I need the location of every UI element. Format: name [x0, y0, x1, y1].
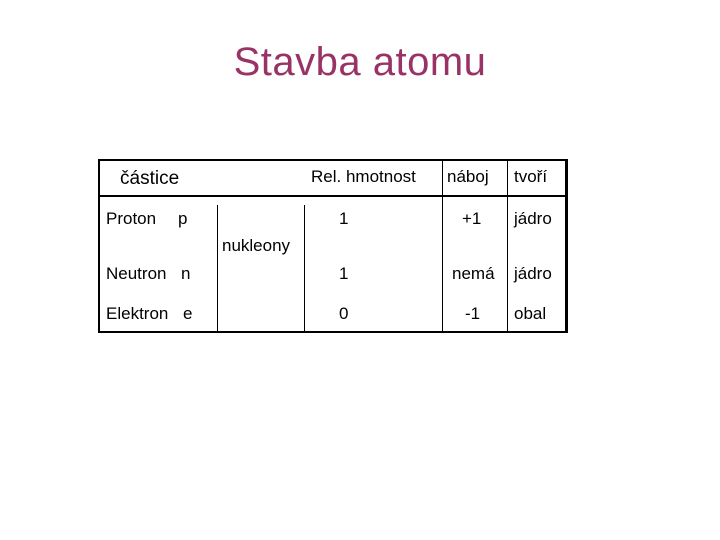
column-divider-mass: [304, 205, 305, 332]
column-divider-forms: [507, 161, 508, 332]
row-neutron-symbol: n: [181, 264, 191, 283]
row-proton-forms: jádro: [514, 209, 552, 228]
column-divider-charge: [442, 161, 443, 332]
row-neutron-charge: nemá: [452, 264, 495, 283]
header-forms: tvoří: [514, 167, 548, 186]
row-elektron-forms: obal: [514, 304, 547, 323]
row-proton-symbol: p: [178, 209, 188, 228]
row-elektron-name: Elektron: [106, 304, 169, 323]
row-neutron-name: Neutron: [106, 264, 167, 283]
header-charge: náboj: [447, 167, 489, 186]
row-elektron-charge: -1: [465, 304, 481, 323]
page-title: Stavba atomu: [233, 40, 487, 84]
group-label-nucleons: nukleony: [222, 236, 291, 255]
row-elektron-mass: 0: [339, 304, 349, 323]
row-proton-name: Proton: [106, 209, 157, 228]
header-mass: Rel. hmotnost: [311, 167, 416, 186]
header-divider: [98, 195, 568, 197]
row-proton-mass: 1: [339, 209, 349, 228]
header-particle: částice: [120, 168, 180, 189]
row-neutron-forms: jádro: [514, 264, 552, 283]
row-neutron-mass: 1: [339, 264, 349, 283]
row-elektron-symbol: e: [183, 304, 193, 323]
row-proton-charge: +1: [462, 209, 482, 228]
column-divider-group: [217, 205, 218, 332]
